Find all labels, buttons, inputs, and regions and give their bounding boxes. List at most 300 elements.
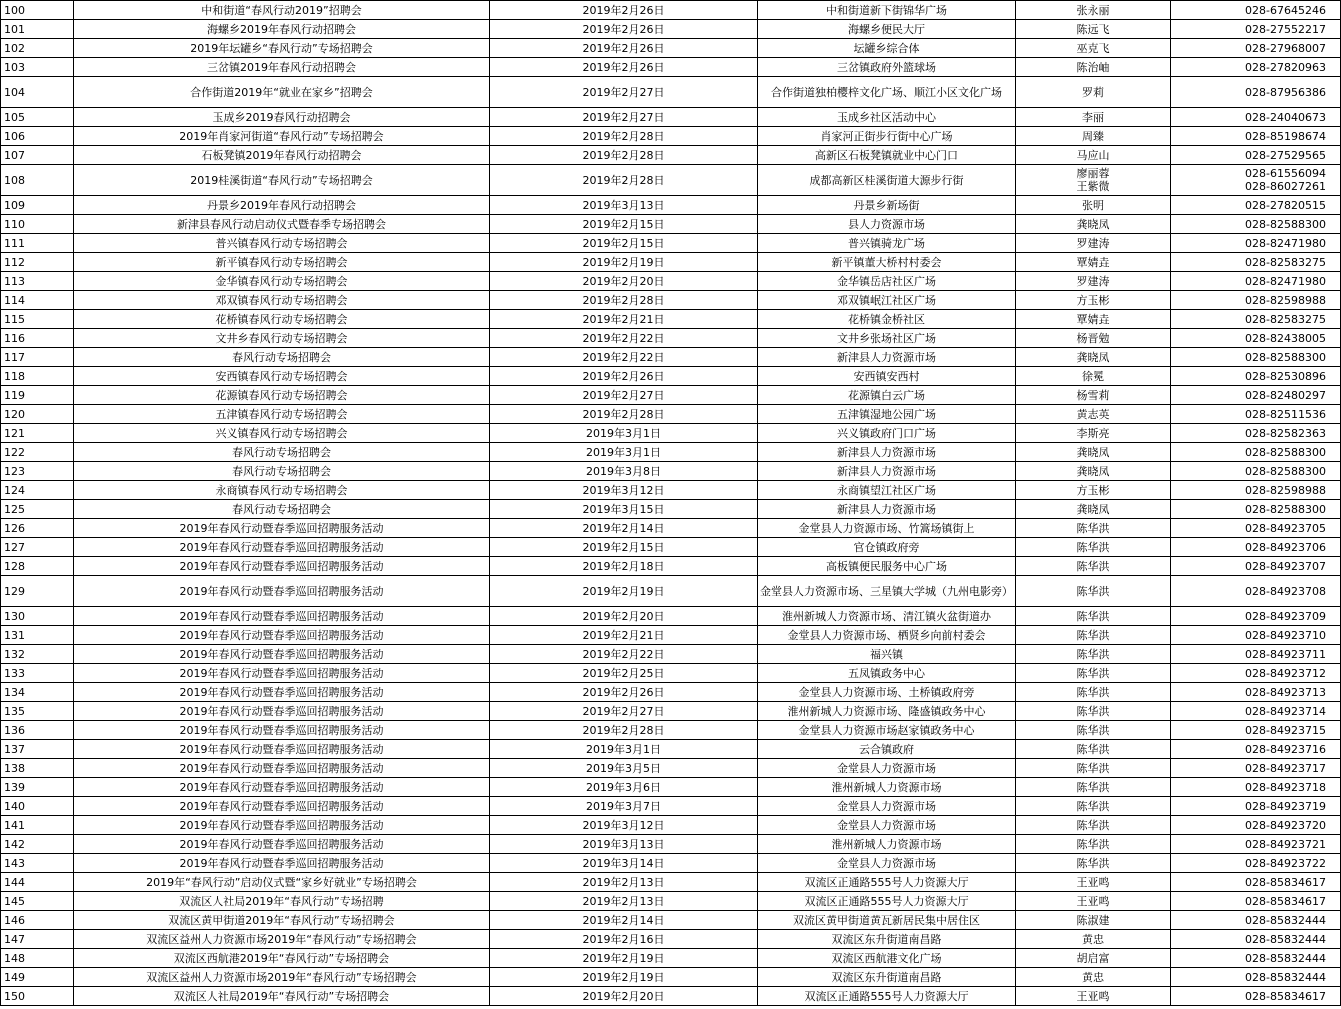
cell-date: 2019年3月13日 <box>490 835 758 854</box>
cell-fair-name: 双流区人社局2019年“春风行动”专场招聘 <box>74 892 490 911</box>
cell-date: 2019年2月19日 <box>490 949 758 968</box>
cell-contact: 陈华洪 <box>1016 816 1171 835</box>
table-row <box>1 626 1341 645</box>
cell-date: 2019年2月13日 <box>490 873 758 892</box>
table-row <box>1 759 1341 778</box>
cell-date: 2019年3月12日 <box>490 816 758 835</box>
cell-contact: 黄志英 <box>1016 405 1171 424</box>
cell-contact: 陈华洪 <box>1016 854 1171 873</box>
cell-phone: 028-85832444 <box>1171 949 1341 968</box>
cell-contact: 龚晓凤 <box>1016 215 1171 234</box>
cell-contact: 黄忠 <box>1016 968 1171 987</box>
cell-phone: 028-84923722 <box>1171 854 1341 873</box>
cell-fair-name: 邓双镇春风行动专场招聘会 <box>74 291 490 310</box>
cell-location: 成都高新区桂溪街道大源步行街 <box>758 165 1016 196</box>
cell-date: 2019年2月20日 <box>490 272 758 291</box>
cell-phone: 028-84923712 <box>1171 664 1341 683</box>
cell-date: 2019年2月19日 <box>490 253 758 272</box>
table-row <box>1 607 1341 626</box>
cell-location: 中和街道新下街锦华广场 <box>758 1 1016 20</box>
cell-contact: 陈华洪 <box>1016 683 1171 702</box>
cell-contact: 龚晓凤 <box>1016 462 1171 481</box>
cell-location: 淮州新城人力资源市场 <box>758 778 1016 797</box>
cell-location: 新津县人力资源市场 <box>758 348 1016 367</box>
cell-phone: 028-82588300 <box>1171 462 1341 481</box>
cell-fair-name: 2019年春风行动暨春季巡回招聘服务活动 <box>74 557 490 576</box>
cell-number: 133 <box>1 664 74 683</box>
cell-fair-name: 双流区益州人力资源市场2019年“春风行动”专场招聘会 <box>74 930 490 949</box>
table-row <box>1 854 1341 873</box>
table-row <box>1 367 1341 386</box>
cell-date: 2019年3月13日 <box>490 196 758 215</box>
cell-location: 三岔镇政府外篮球场 <box>758 58 1016 77</box>
table-row <box>1 740 1341 759</box>
cell-fair-name: 2019年春风行动暨春季巡回招聘服务活动 <box>74 576 490 607</box>
cell-number: 106 <box>1 127 74 146</box>
cell-fair-name: 2019年春风行动暨春季巡回招聘服务活动 <box>74 740 490 759</box>
table-row <box>1 721 1341 740</box>
cell-fair-name: 玉成乡2019春风行动招聘会 <box>74 108 490 127</box>
cell-number: 104 <box>1 77 74 108</box>
cell-phone: 028-27529565 <box>1171 146 1341 165</box>
cell-phone: 028-82438005 <box>1171 329 1341 348</box>
cell-fair-name: 普兴镇春风行动专场招聘会 <box>74 234 490 253</box>
table-row <box>1 165 1341 196</box>
cell-fair-name: 五津镇春风行动专场招聘会 <box>74 405 490 424</box>
cell-location: 高板镇便民服务中心广场 <box>758 557 1016 576</box>
cell-number: 141 <box>1 816 74 835</box>
cell-location: 金堂县人力资源市场 <box>758 854 1016 873</box>
cell-phone: 028-84923719 <box>1171 797 1341 816</box>
cell-location: 双流区正通路555号人力资源大厅 <box>758 892 1016 911</box>
table-row <box>1 462 1341 481</box>
cell-location: 双流区正通路555号人力资源大厅 <box>758 987 1016 1006</box>
table-row <box>1 272 1341 291</box>
table-row <box>1 778 1341 797</box>
cell-fair-name: 春风行动专场招聘会 <box>74 348 490 367</box>
cell-phone: 028-85834617 <box>1171 987 1341 1006</box>
table-row <box>1 683 1341 702</box>
cell-location: 金堂县人力资源市场、土桥镇政府旁 <box>758 683 1016 702</box>
cell-contact: 陈华洪 <box>1016 645 1171 664</box>
cell-phone: 028-67645246 <box>1171 1 1341 20</box>
cell-date: 2019年2月26日 <box>490 367 758 386</box>
cell-date: 2019年2月22日 <box>490 645 758 664</box>
cell-contact: 覃婧垚 <box>1016 310 1171 329</box>
cell-number: 137 <box>1 740 74 759</box>
cell-location: 丹景乡新场街 <box>758 196 1016 215</box>
cell-date: 2019年2月15日 <box>490 538 758 557</box>
table-row <box>1 835 1341 854</box>
table-row <box>1 405 1341 424</box>
cell-date: 2019年2月13日 <box>490 892 758 911</box>
cell-location: 坛罐乡综合体 <box>758 39 1016 58</box>
cell-phone: 028-27820963 <box>1171 58 1341 77</box>
cell-date: 2019年2月26日 <box>490 58 758 77</box>
cell-location: 邓双镇岷江社区广场 <box>758 291 1016 310</box>
cell-number: 138 <box>1 759 74 778</box>
cell-date: 2019年2月27日 <box>490 702 758 721</box>
cell-location: 双流区东升街道南昌路 <box>758 930 1016 949</box>
cell-phone: 028-84923707 <box>1171 557 1341 576</box>
cell-contact: 龚晓凤 <box>1016 500 1171 519</box>
cell-phone: 028-85832444 <box>1171 930 1341 949</box>
table-row <box>1 1 1341 20</box>
cell-location: 新津县人力资源市场 <box>758 443 1016 462</box>
table-row <box>1 291 1341 310</box>
cell-date: 2019年3月12日 <box>490 481 758 500</box>
cell-phone: 028-82530896 <box>1171 367 1341 386</box>
cell-fair-name: 永商镇春风行动专场招聘会 <box>74 481 490 500</box>
cell-contact: 陈治岫 <box>1016 58 1171 77</box>
cell-phone: 028-24040673 <box>1171 108 1341 127</box>
table-body <box>1 1 1341 1006</box>
cell-date: 2019年2月26日 <box>490 1 758 20</box>
cell-date: 2019年2月26日 <box>490 683 758 702</box>
cell-date: 2019年2月27日 <box>490 108 758 127</box>
cell-fair-name: 合作街道2019年“就业在家乡”招聘会 <box>74 77 490 108</box>
cell-contact: 覃婧垚 <box>1016 253 1171 272</box>
cell-phone: 028-82588300 <box>1171 215 1341 234</box>
cell-number: 147 <box>1 930 74 949</box>
cell-date: 2019年3月14日 <box>490 854 758 873</box>
cell-contact: 龚晓凤 <box>1016 443 1171 462</box>
cell-phone: 028-84923716 <box>1171 740 1341 759</box>
cell-fair-name: 2019年春风行动暨春季巡回招聘服务活动 <box>74 759 490 778</box>
table-row <box>1 348 1341 367</box>
cell-phone: 028-82471980 <box>1171 272 1341 291</box>
cell-contact: 陈华洪 <box>1016 835 1171 854</box>
cell-phone: 028-84923709 <box>1171 607 1341 626</box>
cell-number: 131 <box>1 626 74 645</box>
cell-fair-name: 2019年“春风行动”启动仪式暨“家乡好就业”专场招聘会 <box>74 873 490 892</box>
cell-number: 126 <box>1 519 74 538</box>
cell-contact: 陈华洪 <box>1016 557 1171 576</box>
table-row <box>1 987 1341 1006</box>
table-row <box>1 892 1341 911</box>
cell-location: 海螺乡便民大厅 <box>758 20 1016 39</box>
cell-date: 2019年3月8日 <box>490 462 758 481</box>
cell-number: 127 <box>1 538 74 557</box>
cell-contact: 杨晋勉 <box>1016 329 1171 348</box>
cell-fair-name: 文井乡春风行动专场招聘会 <box>74 329 490 348</box>
table-row <box>1 557 1341 576</box>
table-row <box>1 949 1341 968</box>
cell-phone: 028-82480297 <box>1171 386 1341 405</box>
cell-date: 2019年3月1日 <box>490 443 758 462</box>
table-row <box>1 930 1341 949</box>
cell-contact: 龚晓凤 <box>1016 348 1171 367</box>
cell-fair-name: 双流区西航港2019年“春风行动”专场招聘会 <box>74 949 490 968</box>
table-row <box>1 108 1341 127</box>
cell-fair-name: 2019年春风行动暨春季巡回招聘服务活动 <box>74 797 490 816</box>
cell-location: 兴义镇政府门口广场 <box>758 424 1016 443</box>
cell-number: 142 <box>1 835 74 854</box>
cell-date: 2019年2月27日 <box>490 77 758 108</box>
cell-contact: 王亚鸣 <box>1016 987 1171 1006</box>
cell-contact: 陈华洪 <box>1016 664 1171 683</box>
cell-number: 116 <box>1 329 74 348</box>
cell-date: 2019年2月28日 <box>490 165 758 196</box>
cell-fair-name: 春风行动专场招聘会 <box>74 462 490 481</box>
cell-fair-name: 金华镇春风行动专场招聘会 <box>74 272 490 291</box>
table-row <box>1 39 1341 58</box>
cell-phone: 028-84923706 <box>1171 538 1341 557</box>
cell-number: 121 <box>1 424 74 443</box>
cell-date: 2019年3月1日 <box>490 424 758 443</box>
cell-fair-name: 2019年春风行动暨春季巡回招聘服务活动 <box>74 607 490 626</box>
cell-number: 150 <box>1 987 74 1006</box>
cell-date: 2019年2月15日 <box>490 234 758 253</box>
cell-number: 102 <box>1 39 74 58</box>
cell-number: 108 <box>1 165 74 196</box>
cell-phone: 028-82511536 <box>1171 405 1341 424</box>
cell-date: 2019年2月16日 <box>490 930 758 949</box>
cell-location: 花源镇白云广场 <box>758 386 1016 405</box>
cell-fair-name: 2019年春风行动暨春季巡回招聘服务活动 <box>74 538 490 557</box>
cell-location: 淮州新城人力资源市场、隆盛镇政务中心 <box>758 702 1016 721</box>
cell-contact: 王亚鸣 <box>1016 873 1171 892</box>
cell-location: 合作街道独柏樱梓文化广场、顺江小区文化广场 <box>758 77 1016 108</box>
cell-phone: 028-82588300 <box>1171 348 1341 367</box>
cell-number: 149 <box>1 968 74 987</box>
table-row <box>1 873 1341 892</box>
table-row <box>1 329 1341 348</box>
table-row <box>1 215 1341 234</box>
cell-location: 五津镇湿地公园广场 <box>758 405 1016 424</box>
cell-fair-name: 丹景乡2019年春风行动招聘会 <box>74 196 490 215</box>
cell-number: 125 <box>1 500 74 519</box>
cell-fair-name: 新平镇春风行动专场招聘会 <box>74 253 490 272</box>
cell-number: 101 <box>1 20 74 39</box>
cell-contact: 周臻 <box>1016 127 1171 146</box>
cell-contact: 廖丽蓉 王紫微 <box>1016 165 1171 196</box>
cell-location: 县人力资源市场 <box>758 215 1016 234</box>
cell-number: 134 <box>1 683 74 702</box>
cell-location: 双流区东升街道南昌路 <box>758 968 1016 987</box>
cell-contact: 徐冕 <box>1016 367 1171 386</box>
cell-number: 120 <box>1 405 74 424</box>
cell-contact: 巫克飞 <box>1016 39 1171 58</box>
cell-date: 2019年2月26日 <box>490 20 758 39</box>
cell-date: 2019年2月18日 <box>490 557 758 576</box>
cell-phone: 028-82583275 <box>1171 253 1341 272</box>
cell-phone: 028-27552217 <box>1171 20 1341 39</box>
cell-contact: 陈华洪 <box>1016 626 1171 645</box>
cell-phone: 028-27820515 <box>1171 196 1341 215</box>
table-row <box>1 538 1341 557</box>
cell-location: 玉成乡社区活动中心 <box>758 108 1016 127</box>
cell-phone: 028-84923718 <box>1171 778 1341 797</box>
table-row <box>1 253 1341 272</box>
cell-location: 金堂县人力资源市场、三星镇大学城（九州电影旁） <box>758 576 1016 607</box>
cell-contact: 张永丽 <box>1016 1 1171 20</box>
cell-phone: 028-84923710 <box>1171 626 1341 645</box>
cell-fair-name: 石板凳镇2019年春风行动招聘会 <box>74 146 490 165</box>
cell-contact: 李丽 <box>1016 108 1171 127</box>
cell-date: 2019年2月19日 <box>490 968 758 987</box>
cell-location: 金堂县人力资源市场、栖贤乡向前村委会 <box>758 626 1016 645</box>
cell-contact: 杨雪莉 <box>1016 386 1171 405</box>
cell-date: 2019年3月6日 <box>490 778 758 797</box>
cell-number: 128 <box>1 557 74 576</box>
cell-phone: 028-82471980 <box>1171 234 1341 253</box>
cell-number: 124 <box>1 481 74 500</box>
table-row <box>1 20 1341 39</box>
cell-contact: 胡启富 <box>1016 949 1171 968</box>
cell-fair-name: 三岔镇2019年春风行动招聘会 <box>74 58 490 77</box>
cell-date: 2019年2月21日 <box>490 310 758 329</box>
cell-number: 114 <box>1 291 74 310</box>
table-row <box>1 481 1341 500</box>
cell-fair-name: 2019年肖家河街道“春风行动”专场招聘会 <box>74 127 490 146</box>
cell-date: 2019年2月14日 <box>490 519 758 538</box>
cell-phone: 028-84923715 <box>1171 721 1341 740</box>
cell-fair-name: 双流区人社局2019年“春风行动”专场招聘会 <box>74 987 490 1006</box>
cell-fair-name: 2019年春风行动暨春季巡回招聘服务活动 <box>74 626 490 645</box>
table-row <box>1 500 1341 519</box>
table-row <box>1 127 1341 146</box>
cell-fair-name: 春风行动专场招聘会 <box>74 500 490 519</box>
cell-location: 双流区黄甲街道黄瓦新居民集中居住区 <box>758 911 1016 930</box>
cell-date: 2019年2月15日 <box>490 215 758 234</box>
cell-number: 107 <box>1 146 74 165</box>
cell-number: 129 <box>1 576 74 607</box>
table-row <box>1 702 1341 721</box>
cell-date: 2019年2月21日 <box>490 626 758 645</box>
cell-phone: 028-82598988 <box>1171 481 1341 500</box>
cell-date: 2019年3月5日 <box>490 759 758 778</box>
cell-phone: 028-82582363 <box>1171 424 1341 443</box>
cell-phone: 028-85198674 <box>1171 127 1341 146</box>
cell-number: 139 <box>1 778 74 797</box>
cell-location: 金堂县人力资源市场 <box>758 797 1016 816</box>
cell-number: 117 <box>1 348 74 367</box>
cell-contact: 陈远飞 <box>1016 20 1171 39</box>
cell-fair-name: 兴义镇春风行动专场招聘会 <box>74 424 490 443</box>
cell-fair-name: 春风行动专场招聘会 <box>74 443 490 462</box>
cell-number: 110 <box>1 215 74 234</box>
cell-number: 144 <box>1 873 74 892</box>
cell-date: 2019年2月19日 <box>490 576 758 607</box>
cell-phone: 028-87956386 <box>1171 77 1341 108</box>
cell-contact: 陈华洪 <box>1016 740 1171 759</box>
cell-location: 永商镇望江社区广场 <box>758 481 1016 500</box>
cell-date: 2019年2月22日 <box>490 348 758 367</box>
cell-phone: 028-85834617 <box>1171 873 1341 892</box>
cell-contact: 陈华洪 <box>1016 519 1171 538</box>
table-row <box>1 196 1341 215</box>
cell-phone: 028-84923711 <box>1171 645 1341 664</box>
cell-date: 2019年2月28日 <box>490 405 758 424</box>
table-row <box>1 816 1341 835</box>
cell-date: 2019年2月20日 <box>490 987 758 1006</box>
cell-fair-name: 2019年春风行动暨春季巡回招聘服务活动 <box>74 519 490 538</box>
cell-phone: 028-82598988 <box>1171 291 1341 310</box>
table-row <box>1 443 1341 462</box>
cell-contact: 陈华洪 <box>1016 702 1171 721</box>
cell-location: 新平镇董大桥村村委会 <box>758 253 1016 272</box>
table-row <box>1 968 1341 987</box>
table-row <box>1 645 1341 664</box>
cell-contact: 方玉彬 <box>1016 481 1171 500</box>
cell-location: 高新区石板凳镇就业中心门口 <box>758 146 1016 165</box>
cell-phone: 028-84923708 <box>1171 576 1341 607</box>
table-row <box>1 911 1341 930</box>
cell-phone: 028-84923720 <box>1171 816 1341 835</box>
cell-location: 双流区正通路555号人力资源大厅 <box>758 873 1016 892</box>
cell-phone: 028-84923713 <box>1171 683 1341 702</box>
cell-number: 115 <box>1 310 74 329</box>
cell-phone: 028-84923717 <box>1171 759 1341 778</box>
cell-phone: 028-84923714 <box>1171 702 1341 721</box>
cell-location: 文井乡张场社区广场 <box>758 329 1016 348</box>
table-row <box>1 797 1341 816</box>
cell-date: 2019年2月28日 <box>490 146 758 165</box>
cell-number: 135 <box>1 702 74 721</box>
cell-phone: 028-85832444 <box>1171 911 1341 930</box>
cell-date: 2019年2月28日 <box>490 721 758 740</box>
cell-contact: 马应山 <box>1016 146 1171 165</box>
cell-fair-name: 双流区益州人力资源市场2019年“春风行动”专场招聘会 <box>74 968 490 987</box>
cell-fair-name: 2019年春风行动暨春季巡回招聘服务活动 <box>74 854 490 873</box>
cell-location: 花桥镇金桥社区 <box>758 310 1016 329</box>
table-row <box>1 77 1341 108</box>
cell-location: 福兴镇 <box>758 645 1016 664</box>
cell-date: 2019年2月28日 <box>490 127 758 146</box>
cell-number: 122 <box>1 443 74 462</box>
cell-location: 金堂县人力资源市场 <box>758 759 1016 778</box>
cell-phone: 028-84923705 <box>1171 519 1341 538</box>
cell-fair-name: 花桥镇春风行动专场招聘会 <box>74 310 490 329</box>
cell-date: 2019年2月14日 <box>490 911 758 930</box>
cell-location: 双流区西航港文化广场 <box>758 949 1016 968</box>
cell-number: 130 <box>1 607 74 626</box>
cell-number: 146 <box>1 911 74 930</box>
cell-fair-name: 2019年春风行动暨春季巡回招聘服务活动 <box>74 702 490 721</box>
cell-fair-name: 2019年春风行动暨春季巡回招聘服务活动 <box>74 683 490 702</box>
table-row <box>1 146 1341 165</box>
cell-contact: 罗莉 <box>1016 77 1171 108</box>
cell-contact: 陈淑建 <box>1016 911 1171 930</box>
cell-number: 103 <box>1 58 74 77</box>
cell-contact: 王亚鸣 <box>1016 892 1171 911</box>
cell-fair-name: 花源镇春风行动专场招聘会 <box>74 386 490 405</box>
cell-contact: 陈华洪 <box>1016 778 1171 797</box>
cell-location: 新津县人力资源市场 <box>758 462 1016 481</box>
cell-contact: 李斯亮 <box>1016 424 1171 443</box>
cell-location: 普兴镇骑龙广场 <box>758 234 1016 253</box>
cell-date: 2019年3月7日 <box>490 797 758 816</box>
cell-number: 109 <box>1 196 74 215</box>
cell-number: 118 <box>1 367 74 386</box>
cell-number: 145 <box>1 892 74 911</box>
table-row <box>1 576 1341 607</box>
cell-date: 2019年3月15日 <box>490 500 758 519</box>
cell-contact: 陈华洪 <box>1016 721 1171 740</box>
cell-number: 148 <box>1 949 74 968</box>
cell-phone: 028-85834617 <box>1171 892 1341 911</box>
cell-contact: 陈华洪 <box>1016 576 1171 607</box>
cell-number: 132 <box>1 645 74 664</box>
cell-number: 119 <box>1 386 74 405</box>
cell-location: 金堂县人力资源市场、竹篙场镇街上 <box>758 519 1016 538</box>
cell-fair-name: 2019年春风行动暨春季巡回招聘服务活动 <box>74 778 490 797</box>
cell-number: 111 <box>1 234 74 253</box>
cell-location: 官仓镇政府旁 <box>758 538 1016 557</box>
cell-date: 2019年2月25日 <box>490 664 758 683</box>
cell-date: 2019年2月28日 <box>490 291 758 310</box>
